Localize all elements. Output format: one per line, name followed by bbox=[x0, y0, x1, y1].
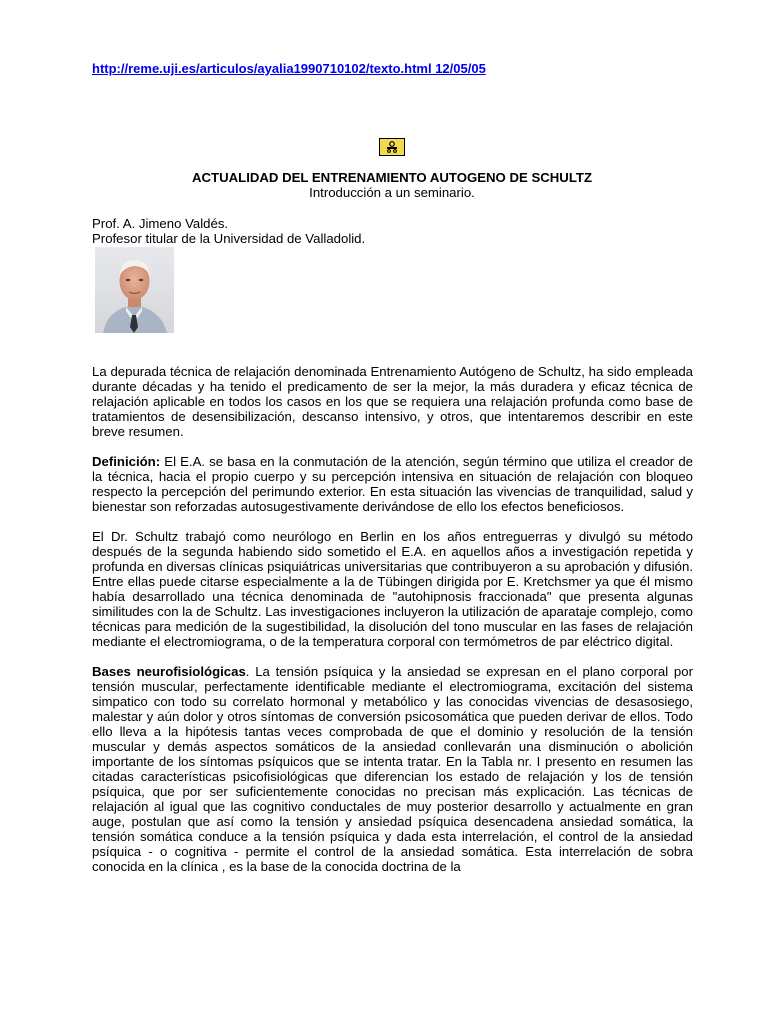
author-portrait-photo bbox=[95, 247, 174, 333]
bases-label: Bases neurofisiológicas bbox=[92, 664, 246, 679]
definition-paragraph bbox=[92, 454, 693, 514]
intro-paragraph: La depurada técnica de relajación denominada Entrenamiento Autógeno de Schultz, ha sido empleada durante décadas y ha tenido el predicamento de ser la mejor, la más duradera y eficaz técnica de relajación aplicable en todos los casos en los que se requiera una relajación profunda como base de tratamientos de desensibilización, descanso intensivo, y otros, que intentaremos describir en este breve resumen. bbox=[92, 364, 693, 439]
definition-text: El E.A. se basa en la conmutación de la atención, según término que utiliza el creador de la técnica, hacia el propio cuerpo y su percepción intensiva en situación de relajación con bloqueo respecto la percepción del perimundo exterior. En esta situación las vivencias de tranquilidad, salud y bienestar son reforzadas autosugestivamente derivándose de ello los efectos beneficiosos. bbox=[92, 454, 693, 514]
bases-paragraph bbox=[92, 664, 693, 874]
history-paragraph: El Dr. Schultz trabajó como neurólogo en Berlin en los años entreguerras y divulgó su método después de la segunda habiendo sido sometido el E.A. en aquellos años a investigación repetida y profunda en diversas clínicas psiquiátricas universitarias que contribuyeron a su aprobación y difusión. Entre ellas puede citarse especialmente a la de Tübingen dirigida por E. Kretchsmer ya que él mismo había desarrollado una técnica denominada de "autohipnosis fraccionada" que presenta algunas similitudes con la de Schultz. Las investigaciones incluyeron la utilización de aparataje complejo, como técnicas para medición de la sugestibilidad, la disolución del tono muscular en las fases de relajación mediante el electromiograma, o de la temperatura corporal con termómetros de par eléctrico digital. bbox=[92, 529, 693, 649]
definition-label: Definición: bbox=[92, 454, 161, 469]
embedded-object-icon bbox=[379, 138, 405, 156]
article-body bbox=[92, 364, 693, 889]
emblem-glyph bbox=[384, 141, 400, 153]
author-name: Prof. A. Jimeno Valdés. bbox=[92, 216, 229, 231]
article-title: ACTUALIDAD DEL ENTRENAMIENTO AUTOGENO DE SCHULTZ bbox=[191, 170, 593, 185]
author-affiliation: Profesor titular de la Universidad de Valladolid. bbox=[92, 231, 366, 246]
source-url-link[interactable]: http://reme.uji.es/articulos/ayalia1990710102/texto.html 12/05/05 bbox=[92, 61, 486, 76]
author-block bbox=[92, 216, 365, 246]
bases-text: . La tensión psíquica y la ansiedad se expresan en el plano corporal por tensión muscular, perfectamente identificable mediante el electromiograma, excitación del sistema simpatico con todo su correlato hormonal y metabólico y las conocidas vivencias de desasosiego, malestar y aún dolor y otros síntomas de conversión psicosomática que pueden derivar de ellos. Todo ello lleva a la hipótesis tantas veces comprobada de que el dominio y resolución de la tensión muscular y demás aspectos somáticos de la ansiedad conllevarán una disminución o abolición importante de los síntomas psíquicos que se intenta tratar. En la Tabla nr. I presento en resumen las citadas características psicofisiológicas que diferencian los estado de relajación y los de tensión psíquica, que por ser suficientemente conocidas no precisan más explicación. Las técnicas de relajación al igual que las cognitivo conductales de muy posterior desarrollo y actualmente en gran auge, postulan que así como la tensión y ansiedad psíquica desencadena ansiedad somática, la tensión somática conduce a la tensión psíquica y dada esta interrelación, el control de la ansiedad psíquica - o cognitiva - permite el control de la ansiedad somática. Esta interrelación de sobra conocida en la clínica , es la base de la conocida doctrina de la bbox=[92, 664, 693, 874]
article-subtitle: Introducción a un seminario. bbox=[309, 185, 475, 200]
